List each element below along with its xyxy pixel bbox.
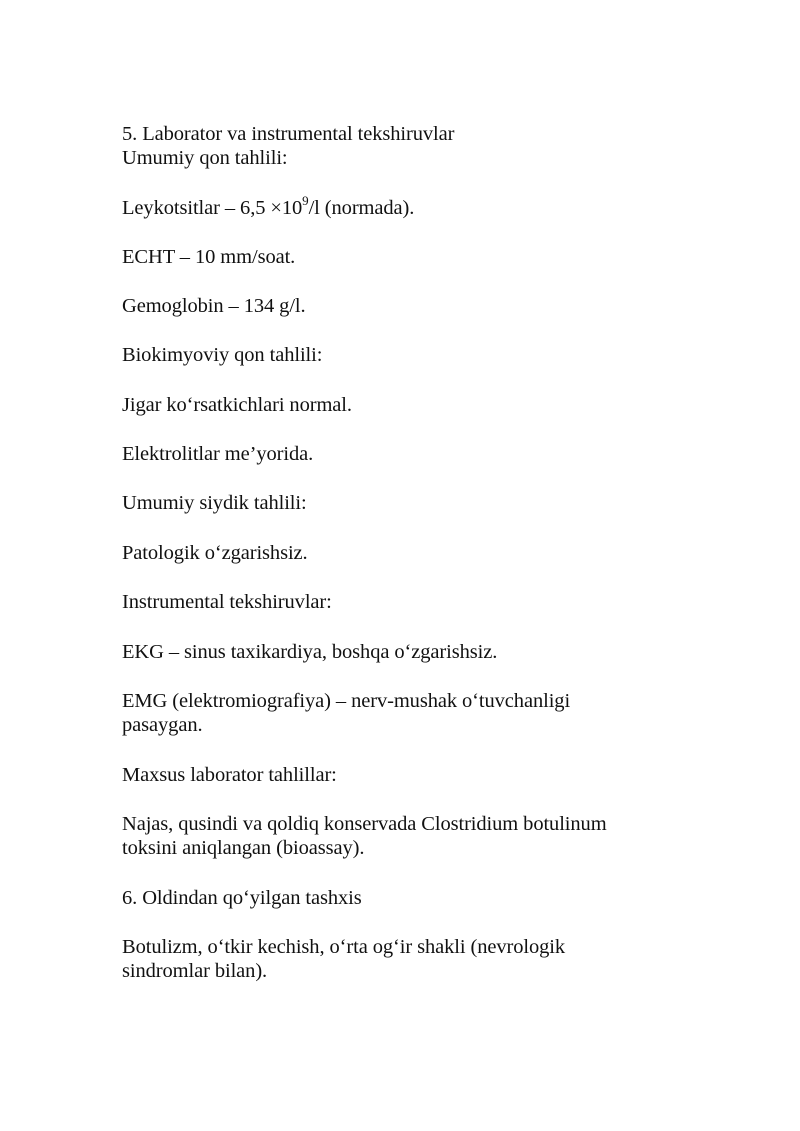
leukocytes-prefix: Leykotsitlar – 6,5 ×10: [122, 197, 303, 219]
biochem-heading: Biokimyoviy qon tahlili:: [122, 344, 323, 366]
hemoglobin-line: Gemoglobin – 134 g/l.: [122, 295, 306, 317]
diagnosis-line-1: Botulizm, o‘tkir kechish, o‘rta og‘ir shakli (nevrologik: [122, 936, 566, 958]
ecg-line: EKG – sinus taxikardiya, boshqa o‘zgarishsiz.: [122, 641, 498, 663]
toxin-line-2: toksini aniqlangan (bioassay).: [122, 837, 365, 859]
leukocytes-line: [122, 193, 415, 220]
diagnosis-line-2: sindromlar bilan).: [122, 960, 268, 982]
urine-heading: Umumiy siydik tahlili:: [122, 492, 307, 514]
instrumental-heading: Instrumental tekshiruvlar:: [122, 591, 332, 613]
special-heading: Maxsus laborator tahlillar:: [122, 764, 337, 786]
section-5-heading: 5. Laborator va instrumental tekshiruvlar: [122, 123, 455, 145]
liver-line: Jigar ko‘rsatkichlari normal.: [122, 394, 352, 416]
blood-general-heading: Umumiy qon tahlili:: [122, 147, 288, 169]
leukocytes-suffix: /l (normada).: [308, 197, 415, 219]
leukocytes-exponent: 9: [302, 193, 309, 209]
electrolytes-line: Elektrolitlar me’yorida.: [122, 443, 314, 465]
emg-line-1: EMG (elektromiografiya) – nerv-mushak o‘tuvchanligi: [122, 690, 571, 712]
urine-result-line: Patologik o‘zgarishsiz.: [122, 542, 308, 564]
toxin-line-1: Najas, qusindi va qoldiq konservada Clostridium botulinum: [122, 813, 607, 835]
section-6-heading: 6. Oldindan qo‘yilgan tashxis: [122, 887, 362, 909]
esr-line: ECHT – 10 mm/soat.: [122, 246, 296, 268]
emg-line-2: pasaygan.: [122, 714, 203, 736]
